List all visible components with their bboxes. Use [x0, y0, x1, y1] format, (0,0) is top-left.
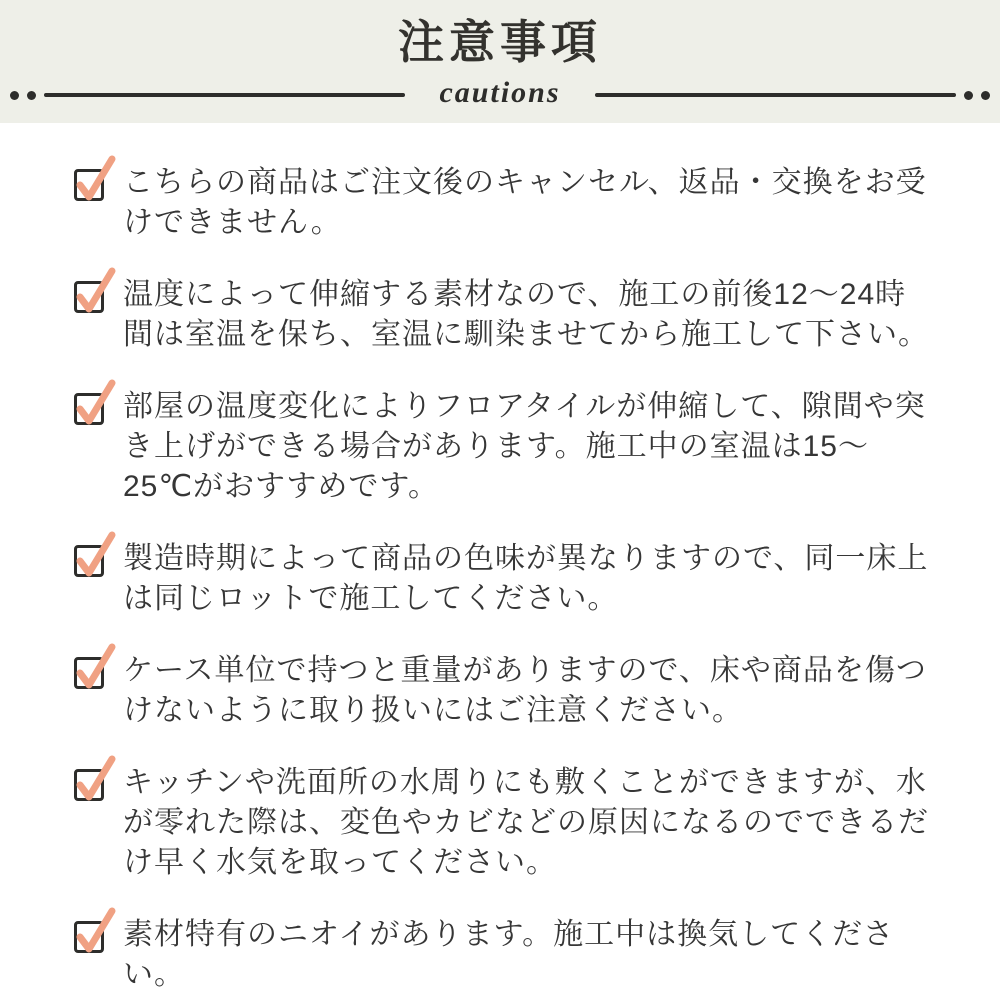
- caution-text: 温度によって伸縮する素材なので、施工の前後12〜24時間は室温を保ち、室温に馴染ませてから施工して下さい。: [123, 278, 929, 351]
- checked-checkbox-icon: [74, 281, 104, 313]
- caution-item: [74, 539, 934, 619]
- divider: [10, 78, 990, 112]
- caution-text: こちらの商品はご注文後のキャンセル、返品・交換をお受けできません。: [123, 166, 927, 239]
- caution-item: [74, 387, 934, 507]
- caution-text: 素材特有のニオイがあります。施工中は換気してください。: [123, 918, 895, 991]
- caution-item: [74, 763, 934, 883]
- divider-dot: [964, 91, 973, 100]
- checkmark-icon: [73, 530, 117, 578]
- caution-item: [74, 275, 934, 355]
- checked-checkbox-icon: [74, 393, 104, 425]
- checked-checkbox-icon: [74, 657, 104, 689]
- checkmark-icon: [73, 378, 117, 426]
- caution-item: [74, 915, 934, 995]
- checkmark-icon: [73, 154, 117, 202]
- divider-dot: [981, 91, 990, 100]
- divider-dot: [27, 91, 36, 100]
- header: [0, 0, 1000, 123]
- caution-item: [74, 163, 934, 243]
- caution-item: [74, 651, 934, 731]
- divider-line: [595, 93, 956, 97]
- checkmark-icon: [73, 642, 117, 690]
- page-title: 注意事項: [398, 16, 602, 68]
- header-subtitle: cautions: [439, 76, 561, 109]
- caution-text: 製造時期によって商品の色味が異なりますので、同一床上は同じロットで施工してください。: [123, 542, 929, 615]
- caution-text: ケース単位で持つと重量がありますので、床や商品を傷つけないように取り扱いにはご注意ください。: [123, 654, 927, 727]
- checkmark-icon: [73, 266, 117, 314]
- divider-line: [44, 93, 405, 97]
- caution-text: キッチンや洗面所の水周りにも敷くことができますが、水が零れた際は、変色やカビなどの原因になるのでできるだけ早く水気を取ってください。: [123, 766, 929, 879]
- divider-dot: [10, 91, 19, 100]
- checked-checkbox-icon: [74, 545, 104, 577]
- checked-checkbox-icon: [74, 169, 104, 201]
- checked-checkbox-icon: [74, 921, 104, 953]
- caution-text: 部屋の温度変化によりフロアタイルが伸縮して、隙間や突き上げができる場合があります。施工中の室温は15〜25℃がおすすめです。: [123, 390, 926, 503]
- checkmark-icon: [73, 906, 117, 954]
- cautions-list: [0, 123, 1000, 995]
- checked-checkbox-icon: [74, 769, 104, 801]
- checkmark-icon: [73, 754, 117, 802]
